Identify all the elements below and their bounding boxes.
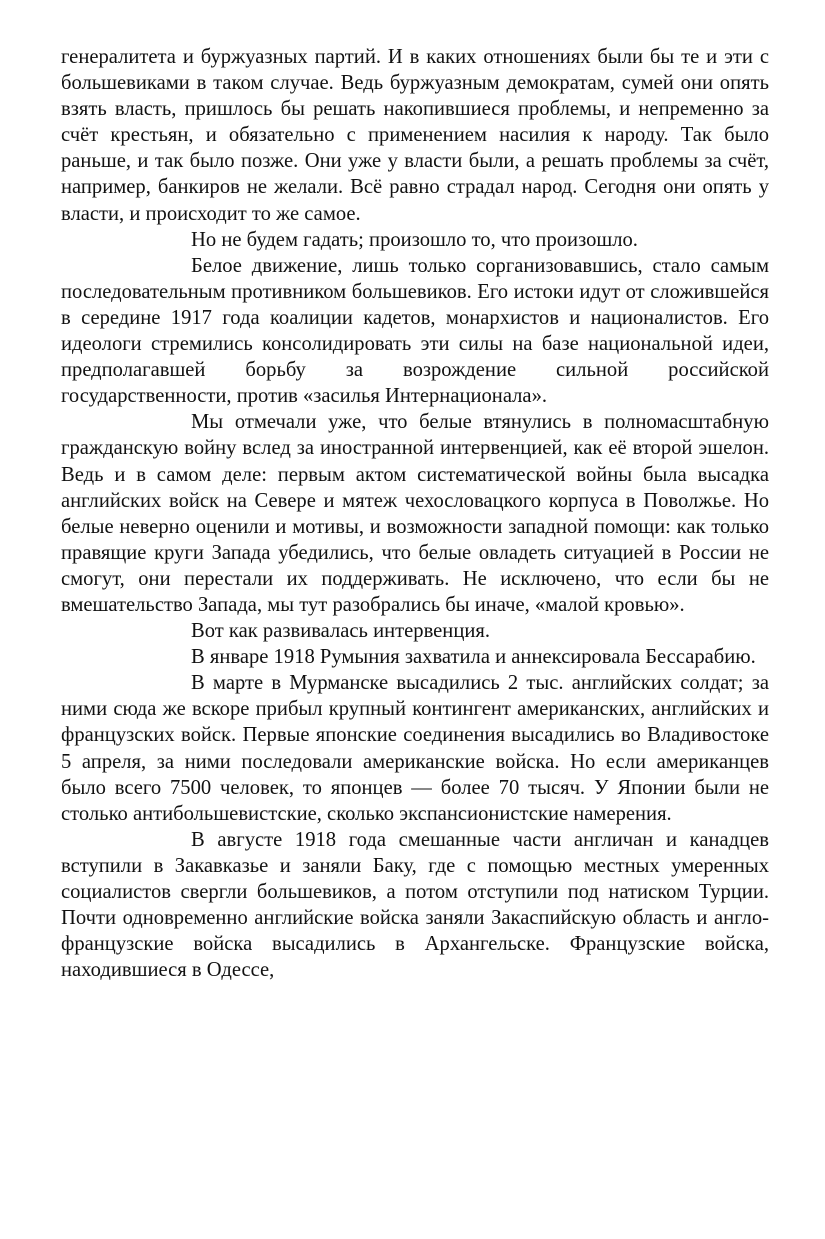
paragraph-8: В августе 1918 года смешанные части англичан и канадцев вступили в Закавказье и заняли Баку, где с помощью местных умеренных социалистов свергли большевиков, а потом отступили под натиском Турции. Почти одновременно английские войска заняли Закаспийскую область и англо-французские войска высадились в Архангельске. Французские войска, находившиеся в Одессе,	[61, 828, 769, 982]
paragraph-2: Но не будем гадать; произошло то, что произошло.	[191, 228, 638, 251]
paragraph-4: Мы отмечали уже, что белые втянулись в полномасштабную гражданскую войну вслед за иностранной интервенцией, как её второй эшелон. Ведь и в самом деле: первым актом систематической войны была высадка английских войск на Севере и мятеж чехословацкого корпуса в Поволжье. Но белые неверно оценили и мотивы, и возможности западной помощи: как только правящие круги Запада убедились, что белые овладеть ситуацией в России не смогут, они перестали их поддерживать. Не исключено, что если бы не вмешательство Запада, мы тут разобрались бы иначе, «малой кровью».	[61, 411, 769, 616]
paragraph-6: В январе 1918 Румыния захватила и аннексировала Бессарабию.	[191, 646, 756, 669]
paragraph-5: Вот как развивалась интервенция.	[191, 620, 490, 643]
paragraph-3: Белое движение, лишь только сорганизовавшись, стало самым последовательным противником большевиков. Его истоки идут от сложившейся в середине 1917 года коалиции кадетов, монархистов и националистов. Его идеологи стремились консолидировать эти силы на базе национальной идеи, предполагавшей борьбу за возрождение сильной российской государственности, против «засилья Интернационала».	[61, 254, 769, 408]
document-page	[61, 44, 769, 983]
paragraph-1: генералитета и буржуазных партий. И в каких отношениях были бы те и эти с большевиками в таком случае. Ведь буржуазным демократам, сумей они опять взять власть, пришлось бы решать накопившиеся проблемы, и непременно за счёт крестьян, и обязательно с применением насилия к народу. Так было раньше, и так было позже. Они уже у власти были, а решать проблемы за счёт, например, банкиров не желали. Всё равно страдал народ. Сегодня они опять у власти, и происходит то же самое.	[61, 46, 769, 225]
paragraph-7: В марте в Мурманске высадились 2 тыс. английских солдат; за ними сюда же вскоре прибыл крупный контингент американских, английских и французских войск. Первые японские соединения высадились во Владивостоке 5 апреля, за ними последовали американские войска. Но если американцев было всего 7500 человек, то японцев — более 70 тысяч. У Японии были не столько антибольшевистские, сколько экспансионистские намерения.	[61, 672, 769, 825]
